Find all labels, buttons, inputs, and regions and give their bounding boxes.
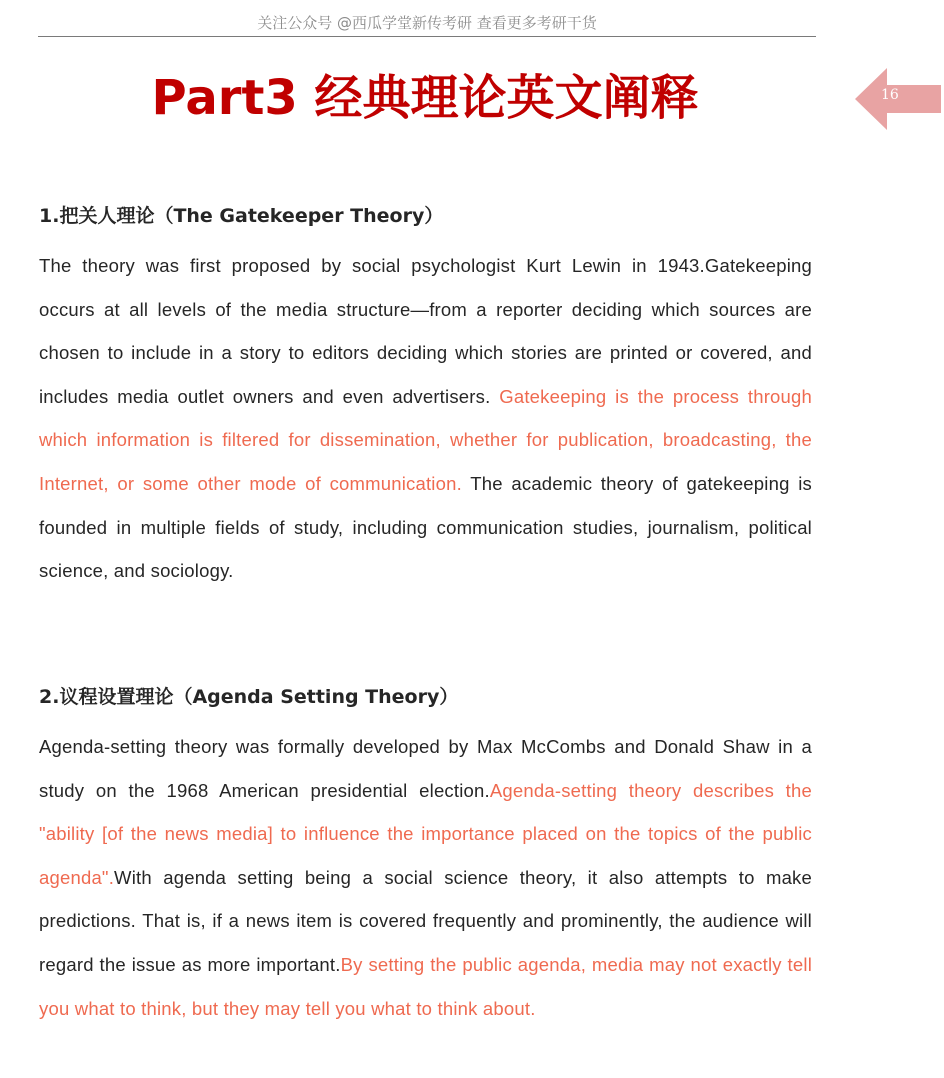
page-number-tab — [855, 68, 943, 130]
section-heading: 2.议程设置理论（Agenda Setting Theory） — [39, 686, 459, 708]
body-text: The theory was first proposed by social psychologist Kurt Lewin in 1943.Gatekeeping occurs at all levels of the media structure—from a reporter deciding which sources are chosen to include in a story to editors deciding which stories are printed or covered, and includes media outlet owners and even advertisers. — [39, 255, 812, 407]
section-body — [39, 725, 812, 1030]
page-number: 16 — [881, 87, 899, 103]
body-text: Agenda-setting theory was formally developed by Max McCombs and Donald Shaw in a study on the 1968 American presidential election. — [39, 736, 812, 801]
section-agenda-setting — [39, 681, 812, 1030]
body-text: The academic theory of gatekeeping is founded in multiple fields of study, including communication studies, journalism, political science, and sociology. — [39, 472, 812, 582]
section-body — [39, 244, 812, 593]
body-text: With agenda setting being a social science theory, it also attempts to make predictions. That is, if a news item is covered frequently and prominently, the audience will regard the issue as more important. — [39, 866, 812, 975]
highlighted-text: Agenda-setting theory describes the "ability [of the news media] to influence the importance placed on the topics of the public agenda". — [39, 779, 812, 888]
arrow-left-icon — [855, 68, 943, 130]
page-header: 关注公众号 @西瓜学堂新传考研 查看更多考研干货 — [38, 10, 816, 37]
highlighted-text: By setting the public agenda, media may not exactly tell you what to think, but they may tell you what to think about. — [39, 953, 813, 1019]
section-heading: 1.把关人理论（The Gatekeeper Theory） — [39, 205, 444, 227]
section-gatekeeper — [39, 200, 812, 593]
highlighted-text: Gatekeeping is the process through which information is filtered for dissemination, whether for publication, broadcasting, the Internet, or some other mode of communication. — [39, 385, 813, 494]
page-title: Part3 经典理论英文阐释 — [151, 70, 699, 126]
